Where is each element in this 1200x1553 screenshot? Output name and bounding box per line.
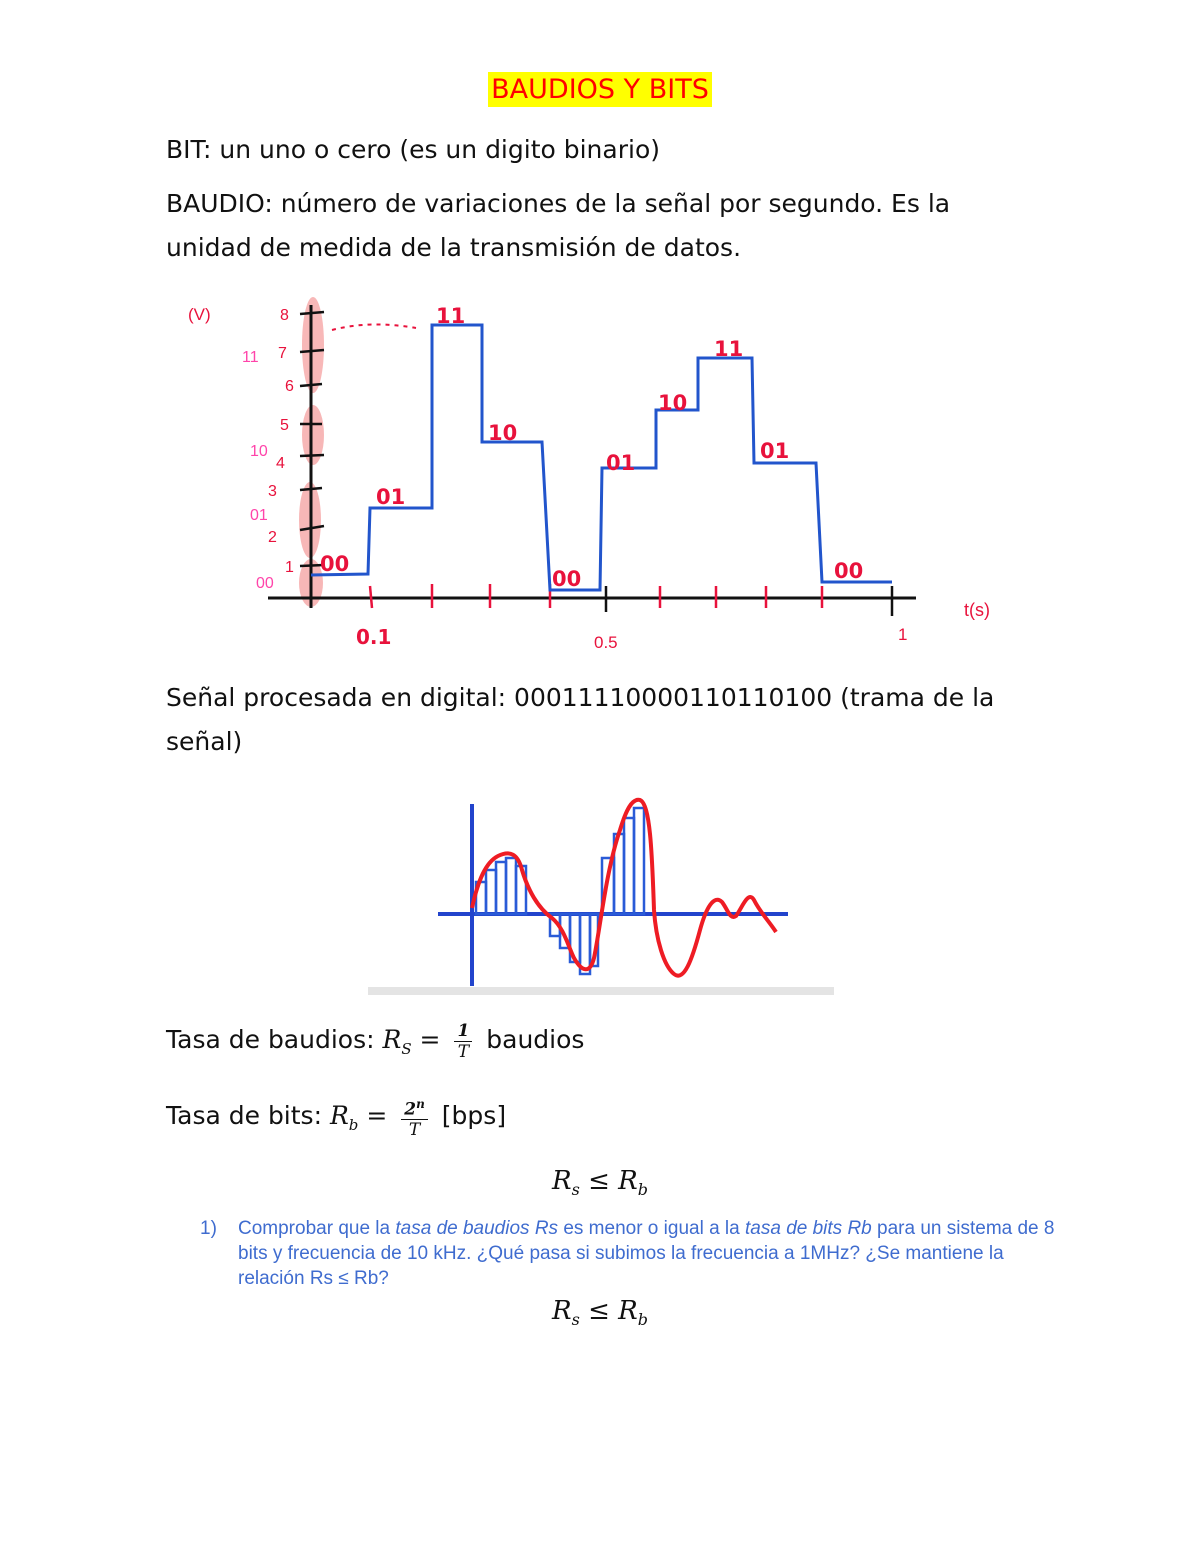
figure-bottom-bar <box>368 987 834 995</box>
digital-signal-text <box>166 676 1046 764</box>
segment-code: 10 <box>658 391 688 415</box>
segment-code: 00 <box>552 567 582 591</box>
x-tick-label: 0.1 <box>356 625 392 649</box>
y-tick-label: 6 <box>285 378 294 395</box>
digital-signal-line2: señal) <box>166 727 243 756</box>
baud-rate-symbol: $R_S$ = <box>382 1025 441 1058</box>
bit-definition: BIT: un uno o cero (es un digito binario) <box>166 135 660 164</box>
x-unit-label: t(s) <box>964 600 990 620</box>
step-signal-line <box>311 325 892 590</box>
segment-code: 01 <box>606 451 636 475</box>
dotted-connector <box>332 324 416 330</box>
level-code: 11 <box>242 349 259 366</box>
bit-rate-unit: [bps] <box>441 1101 507 1130</box>
exercise-text: Comprobar que la tasa de baudios Rs es menor o igual a la tasa de bits Rb para un sistema de 8 bits y frecuencia de 10 kHz. ¿Qué pasa si subimos la frecuencia a 1MHz? ¿Se mantiene la relación Rs ≤ Rb? <box>238 1218 1055 1289</box>
page-title: BAUDIOS Y BITS <box>0 74 1200 105</box>
level-code: 01 <box>250 507 268 524</box>
level-code: 10 <box>250 443 268 460</box>
segment-code: 00 <box>834 559 864 583</box>
bit-rate-fraction: $\frac{2^n}{T}$ <box>401 1094 428 1141</box>
y-tick-label: 5 <box>280 417 289 434</box>
y-unit-label: (V) <box>188 305 211 324</box>
baudio-definition <box>166 182 1046 270</box>
baud-rate-formula <box>166 1014 1046 1075</box>
step-signal-figure <box>170 290 1030 660</box>
baudio-definition-line1: BAUDIO: número de variaciones de la señal por segundo. Es la <box>166 189 951 218</box>
digital-signal-line1: Señal procesada en digital: 00011110000110110100 (trama de la <box>166 683 995 712</box>
segment-code: 11 <box>436 304 466 328</box>
bit-rate-formula <box>166 1088 1046 1153</box>
baud-rate-label: Tasa de baudios: <box>166 1025 375 1054</box>
x-tick-label: 1 <box>898 625 908 644</box>
bit-rate-label: Tasa de bits: <box>166 1101 323 1130</box>
level-code-labels <box>242 349 274 592</box>
segment-code-labels <box>320 304 863 591</box>
bit-rate-symbol: $R_b$ = <box>329 1101 388 1134</box>
segment-code: 11 <box>714 337 744 361</box>
segment-code: 01 <box>376 485 406 509</box>
exercise-1 <box>200 1216 1080 1296</box>
baud-rate-fraction: $\frac{1}{T}$ <box>454 1021 472 1062</box>
baud-rate-unit: baudios <box>486 1025 585 1054</box>
y-tick-labels <box>268 307 294 576</box>
baudio-definition-line2: unidad de medida de la transmisión de datos. <box>166 233 742 262</box>
x-ticks-red <box>370 584 822 608</box>
segment-code: 01 <box>760 439 790 463</box>
segment-code: 10 <box>488 421 518 445</box>
axes <box>268 305 916 608</box>
rate-inequality: $R_s \le R_b$ <box>552 1166 648 1200</box>
y-tick-label: 3 <box>268 483 277 500</box>
level-code: 00 <box>256 575 274 592</box>
y-tick-label: 7 <box>278 345 287 362</box>
y-tick-label: 2 <box>268 529 277 546</box>
segment-code: 00 <box>320 552 350 576</box>
y-tick-label: 4 <box>276 455 285 472</box>
y-tick-label: 1 <box>285 559 294 576</box>
x-tick-label: 0.5 <box>594 633 618 652</box>
exercise-number: 1) <box>200 1218 217 1239</box>
x-ticks-black <box>606 586 892 616</box>
y-tick-label: 8 <box>280 307 289 324</box>
rate-inequality-2: $R_s \le R_b$ <box>552 1296 648 1330</box>
sampling-figure <box>368 790 834 998</box>
